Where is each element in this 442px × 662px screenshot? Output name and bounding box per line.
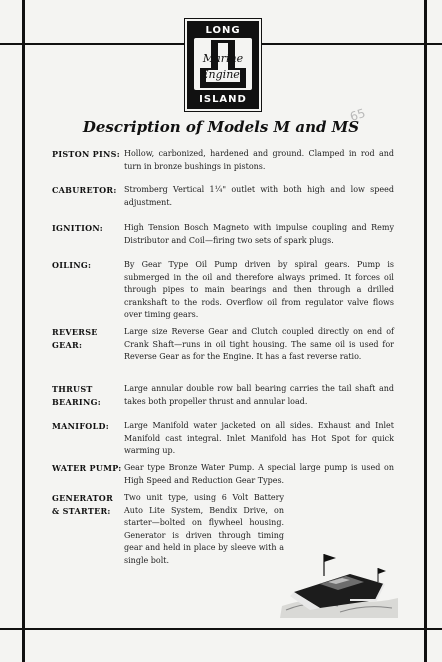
spec-text: Large Manifold water jacketed on all sides. Exhaust and Inlet Manifold cast integral. Inlet Manifold has Hot Spot for quick warming up.: [124, 421, 394, 455]
spec-text: High Tension Bosch Magneto with impulse coupling and Remy Distributor and Coil—firing two sets of spark plugs.: [124, 223, 394, 245]
spec-label: OILING:: [52, 260, 92, 270]
spec-text: Large annular double row ball bearing carries the tail shaft and takes both propeller thrust and annular load.: [124, 384, 394, 406]
spec-text: Large size Reverse Gear and Clutch coupled directly on end of Crank Shaft—runs in oil tight housing. The same oil is used for Reverse Gear as for the Engine. It has a fast reverse ratio.: [124, 327, 394, 361]
spec-label: THRUST BEARING:: [52, 384, 101, 407]
spec-text: By Gear Type Oil Pump driven by spiral gears. Pump is submerged in the oil and therefore always primed. It forces oil through pipes to main bearings and then through a drilled crankshaft to the rods. Overflow oil from regulator valve flows over timing gears.: [124, 260, 394, 319]
spec-text: Two unit type, using 6 Volt Battery Auto Lite System, Bendix Drive, on starter—bolted on flywheel housing. Generator is driven through timing gear and held in place by sleeve with a single bolt.: [124, 493, 284, 565]
spec-label: CABURETOR:: [52, 185, 117, 195]
spec-text: Stromberg Vertical 1¼" outlet with both high and low speed adjustment.: [124, 185, 394, 207]
page-title: Description of Models M and MS: [82, 118, 360, 136]
logo-center-panel: [194, 38, 252, 90]
logo-top-text: LONG: [205, 25, 241, 36]
pencil-annotation: 65: [348, 105, 368, 125]
frame-line-right: [424, 0, 427, 662]
spec-label: IGNITION:: [52, 223, 103, 233]
motor-boat-illustration-icon: [280, 540, 400, 618]
spec-label: PISTON PINS:: [52, 149, 120, 159]
spec-label: REVERSE GEAR:: [52, 327, 98, 350]
logo-bottom-text: ISLAND: [199, 94, 247, 105]
logo-script-line-2: Engines: [200, 68, 246, 81]
logo-script-line-1: Marine: [202, 52, 244, 65]
spec-label: GENERATOR & STARTER:: [52, 493, 114, 516]
spec-text: Gear type Bronze Water Pump. A special large pump is used on High Speed and Reduction Gear Types.: [124, 463, 394, 485]
logo-l-mark-icon: [194, 38, 252, 90]
spec-label: MANIFOLD:: [52, 421, 109, 431]
long-island-logo: [187, 21, 259, 109]
spec-text: Hollow, carbonized, hardened and ground. Clamped in rod and turn in bronze bushings in pistons.: [124, 149, 394, 171]
spec-label: WATER PUMP:: [52, 463, 122, 473]
frame-line-bottom: [0, 628, 442, 630]
frame-line-left: [22, 0, 25, 662]
